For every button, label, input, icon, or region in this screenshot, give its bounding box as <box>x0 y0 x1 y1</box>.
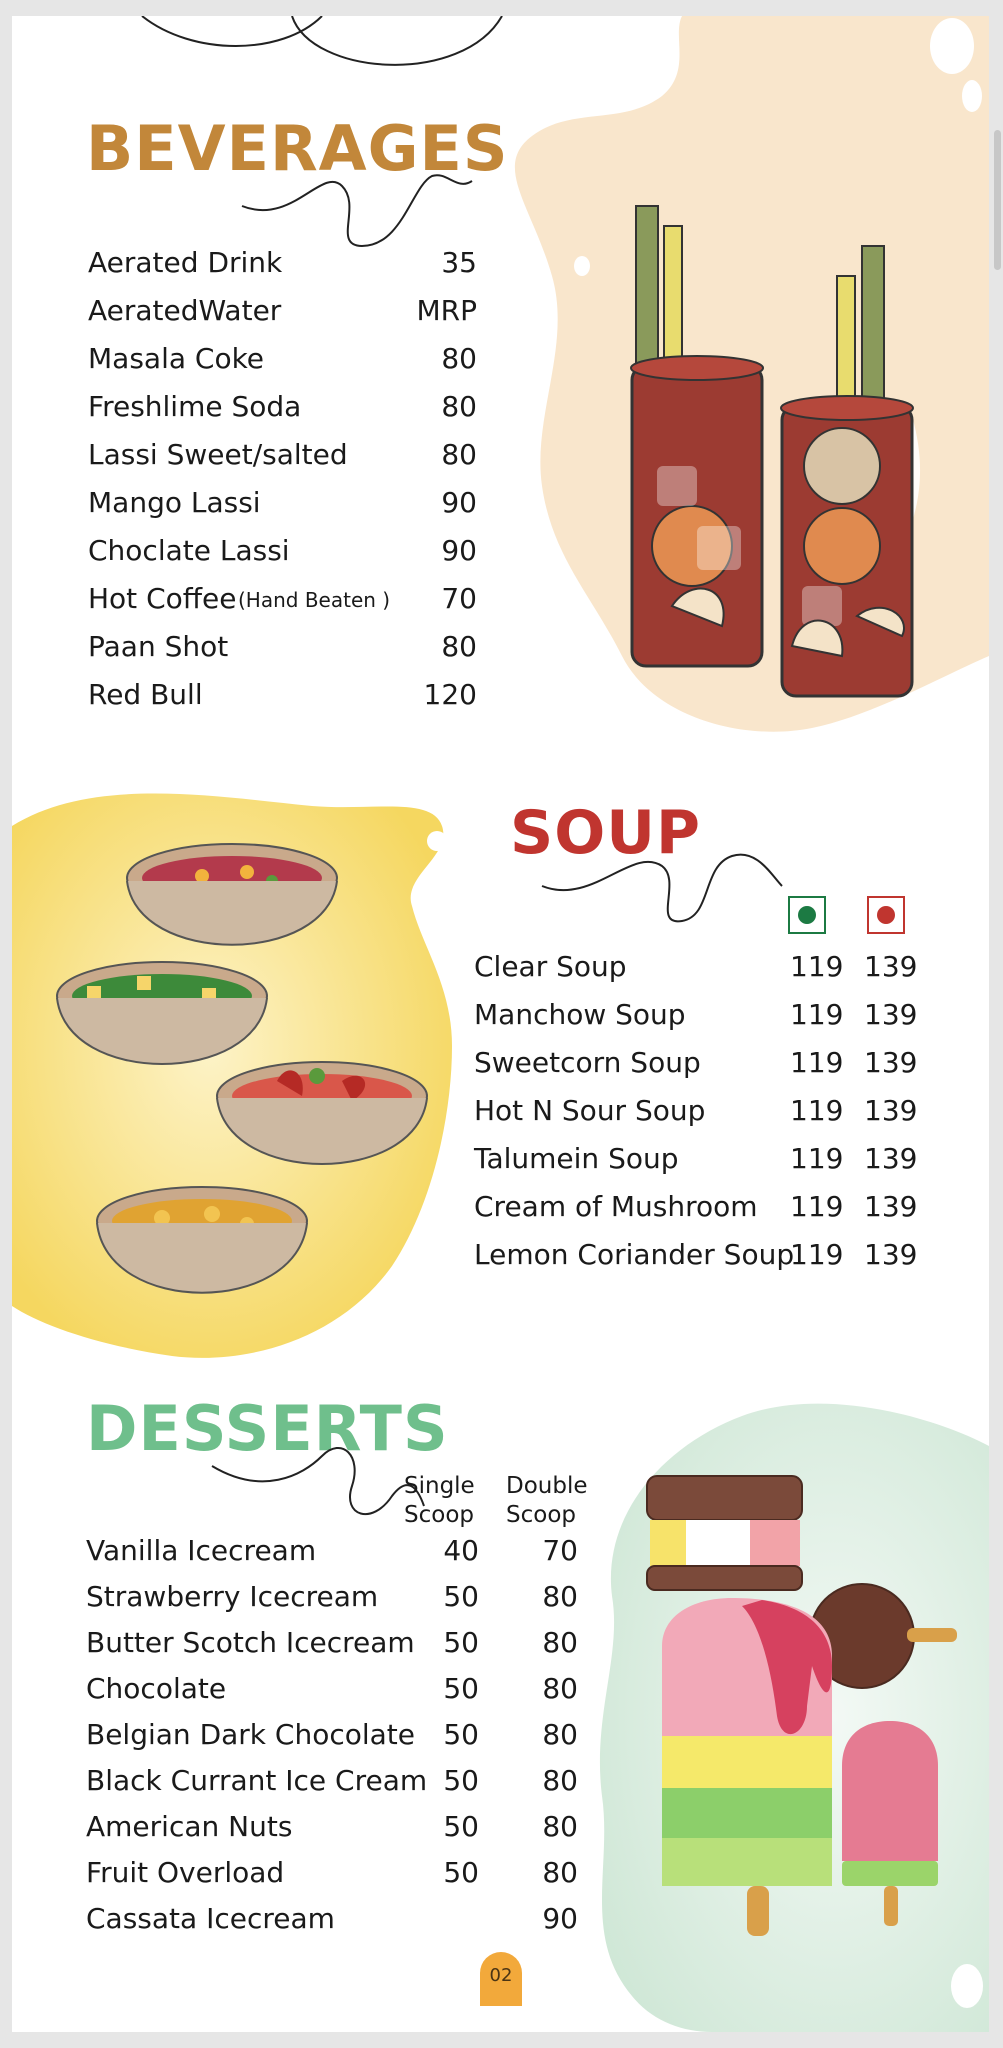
dessert-item-name: Chocolate <box>86 1672 227 1705</box>
dessert-item-name: Strawberry Icecream <box>86 1580 379 1613</box>
dessert-item-name: Belgian Dark Chocolate <box>86 1718 416 1751</box>
soup-item-name: Manchow Soup <box>474 998 686 1031</box>
double-scoop-header: Double Scoop <box>506 1473 588 1528</box>
soup-item-name: Hot N Sour Soup <box>474 1094 706 1127</box>
soup-item-name: Cream of Mushroom <box>474 1190 758 1223</box>
dessert-single-price: 50 <box>443 1764 479 1797</box>
soup-veg-price: 119 <box>790 1142 844 1175</box>
soup-veg-price: 119 <box>790 1190 844 1223</box>
dessert-double-price: 90 <box>542 1902 578 1935</box>
soup-veg-price: 119 <box>790 950 844 983</box>
soup-title: SOUP <box>510 798 701 868</box>
soup-veg-price: 119 <box>790 1238 844 1271</box>
dessert-item-name: Vanilla Icecream <box>86 1534 317 1567</box>
beverage-item-note: (Hand Beaten ) <box>238 588 391 612</box>
beverage-item-name: Red Bull <box>88 678 203 711</box>
page-number-tab: 02 <box>480 1952 522 2006</box>
dessert-double-price: 80 <box>542 1764 578 1797</box>
desserts-title: DESSERTS <box>86 1392 449 1465</box>
beverage-item-name: Freshlime Soda <box>88 390 302 423</box>
beverage-item-name: Choclate Lassi <box>88 534 290 567</box>
beverage-item-price: 35 <box>441 246 477 279</box>
soup-nonveg-price: 139 <box>864 998 918 1031</box>
dessert-single-price: 50 <box>443 1718 479 1751</box>
beverage-item-price: 120 <box>423 678 477 711</box>
soup-nonveg-price: 139 <box>864 1238 918 1271</box>
nonveg-marker-icon <box>867 896 905 934</box>
dessert-item-name: Butter Scotch Icecream <box>86 1626 415 1659</box>
soup-nonveg-price: 139 <box>864 1046 918 1079</box>
soup-item-name: Lemon Coriander Soup <box>474 1238 795 1271</box>
dessert-double-price: 80 <box>542 1718 578 1751</box>
drinks-illustration <box>612 186 932 706</box>
single-scoop-header: Single Scoop <box>404 1473 475 1528</box>
top-scribble-decoration <box>132 16 532 86</box>
beverage-item-name: AeratedWater <box>88 294 282 327</box>
scrollbar[interactable] <box>994 130 1001 270</box>
beverage-item-name: Mango Lassi <box>88 486 261 519</box>
beverage-item-price: 80 <box>441 438 477 471</box>
soup-nonveg-price: 139 <box>864 1190 918 1223</box>
veg-marker-icon <box>788 896 826 934</box>
beverage-item-name: Hot Coffee <box>88 582 237 615</box>
dessert-item-name: Cassata Icecream <box>86 1902 335 1935</box>
icecream-illustration <box>632 1466 962 1936</box>
dessert-single-price: 50 <box>443 1672 479 1705</box>
dessert-single-price: 50 <box>443 1626 479 1659</box>
dessert-double-price: 80 <box>542 1626 578 1659</box>
soup-veg-price: 119 <box>790 1046 844 1079</box>
dessert-double-price: 80 <box>542 1810 578 1843</box>
dessert-item-name: Black Currant Ice Cream <box>86 1764 428 1797</box>
dessert-single-price: 40 <box>443 1534 479 1567</box>
beverage-item-price: 90 <box>441 534 477 567</box>
soup-item-name: Clear Soup <box>474 950 627 983</box>
dessert-single-price: 50 <box>443 1810 479 1843</box>
beverage-item-price: MRP <box>416 294 477 327</box>
soup-veg-price: 119 <box>790 998 844 1031</box>
beverage-item-name: Masala Coke <box>88 342 265 375</box>
beverage-item-price: 80 <box>441 630 477 663</box>
beverage-item-name: Lassi Sweet/salted <box>88 438 348 471</box>
soup-nonveg-price: 139 <box>864 1094 918 1127</box>
beverage-item-name: Aerated Drink <box>88 246 283 279</box>
soup-veg-price: 119 <box>790 1094 844 1127</box>
dessert-double-price: 70 <box>542 1534 578 1567</box>
soup-nonveg-price: 139 <box>864 1142 918 1175</box>
beverages-title: BEVERAGES <box>86 112 509 185</box>
dessert-double-price: 80 <box>542 1856 578 1889</box>
menu-page <box>12 16 989 2032</box>
dessert-double-price: 80 <box>542 1580 578 1613</box>
dessert-item-name: Fruit Overload <box>86 1856 285 1889</box>
beverage-item-name: Paan Shot <box>88 630 229 663</box>
dessert-double-price: 80 <box>542 1672 578 1705</box>
soup-title-swirl <box>532 826 792 946</box>
dessert-single-price: 50 <box>443 1580 479 1613</box>
dessert-item-name: American Nuts <box>86 1810 293 1843</box>
soup-nonveg-price: 139 <box>864 950 918 983</box>
soup-item-name: Talumein Soup <box>474 1142 679 1175</box>
dessert-single-price: 50 <box>443 1856 479 1889</box>
soup-item-name: Sweetcorn Soup <box>474 1046 701 1079</box>
desserts-title-swirl <box>202 1426 432 1546</box>
beverage-item-price: 90 <box>441 486 477 519</box>
beverage-item-price: 70 <box>441 582 477 615</box>
soup-bowls-illustration <box>42 826 442 1346</box>
beverage-item-price: 80 <box>441 390 477 423</box>
beverage-item-price: 80 <box>441 342 477 375</box>
